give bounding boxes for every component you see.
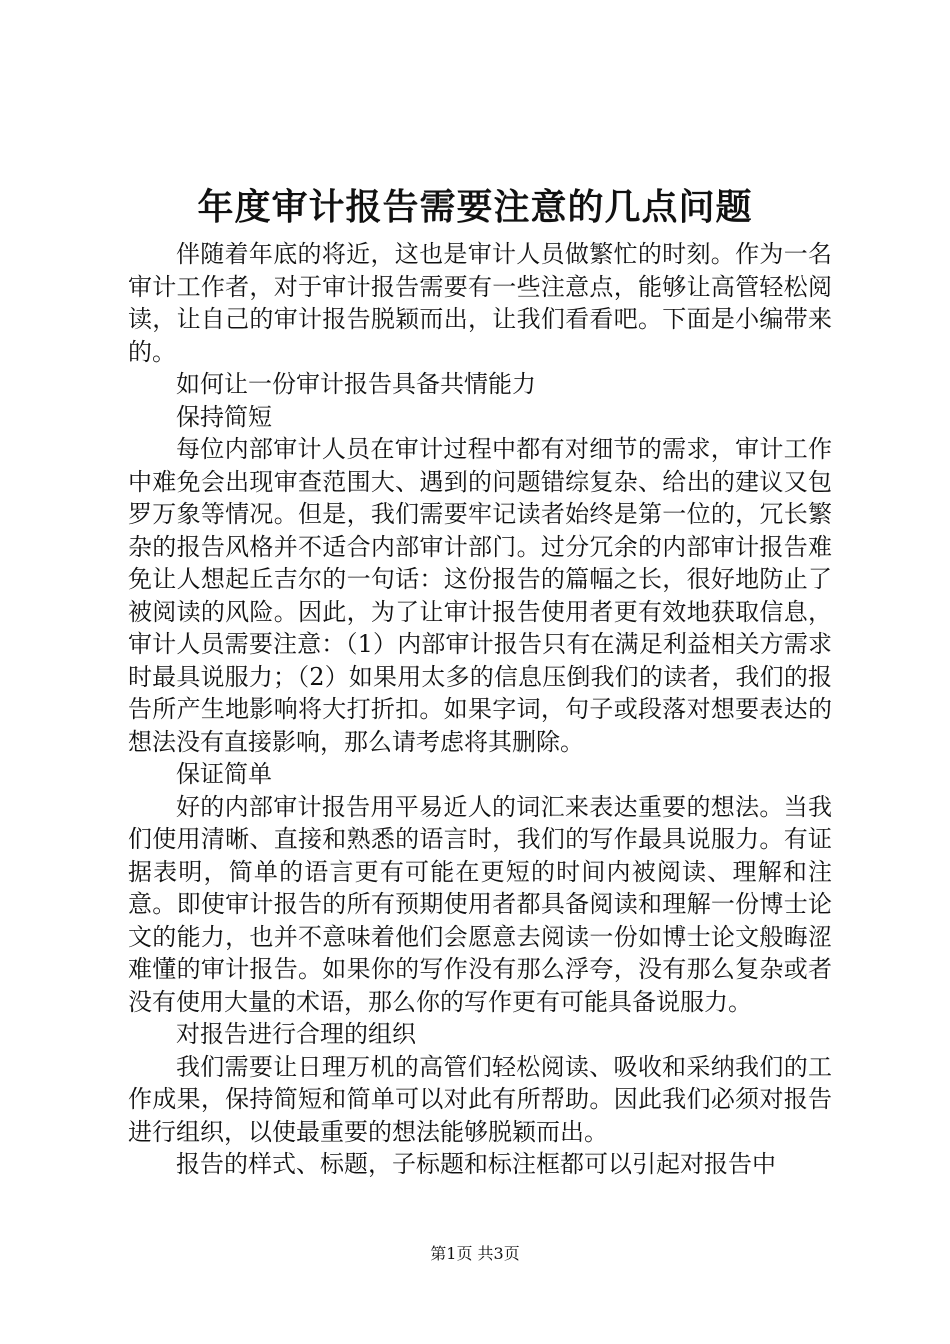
subheading-organize: 对报告进行合理的组织 [176, 1020, 416, 1048]
paragraph-organize: 我们需要让日理万机的高管们轻松阅读、吸收和采纳我们的工作成果，保持简短和简单可以对此有所帮助。因此我们必须对报告进行组织，以使最重要的想法能够脱颖而出。 [128, 1052, 832, 1146]
document-body [128, 238, 832, 1181]
document-title: 年度审计报告需要注意的几点问题 [197, 187, 753, 228]
section-heading-empathy: 如何让一份审计报告具备共情能力 [176, 370, 536, 398]
subheading-keep-short: 保持简短 [176, 402, 272, 431]
paragraph-styles: 报告的样式、标题，子标题和标注框都可以引起对报告中 [176, 1150, 776, 1178]
intro-paragraph: 伴随着年底的将近，这也是审计人员做繁忙的时刻。作为一名审计工作者，对于审计报告需要有一些注意点，能够让高管轻松阅读，让自己的审计报告脱颖而出，让我们看看吧。下面是小编带来的。 [128, 240, 832, 366]
page-footer: 第1页 共3页 [430, 1244, 520, 1263]
paragraph-keep-simple: 好的内部审计报告用平易近人的词汇来表达重要的想法。当我们使用清晰、直接和熟悉的语言时，我们的写作最具说服力。有证据表明，简单的语言更有可能在更短的时间内被阅读、理解和注意。即使审计报告的所有预期使用者都具备阅读和理解一份博士论文的能力，也并不意味着他们会愿意去阅读一份如博士论文般晦涩难懂的审计报告。如果你的写作没有那么浮夸，没有那么复杂或者没有使用大量的术语，那么你的写作更有可能具备说服力。 [128, 792, 832, 1016]
paragraph-keep-short: 每位内部审计人员在审计过程中都有对细节的需求，审计工作中难免会出现审查范围大、遇到的问题错综复杂、给出的建议又包罗万象等情况。但是，我们需要牢记读者始终是第一位的，冗长繁杂的报告风格并不适合内部审计部门。过分冗余的内部审计报告难免让人想起丘吉尔的一句话：这份报告的篇幅之长，很好地防止了被阅读的风险。因此，为了让审计报告使用者更有效地获取信息，审计人员需要注意：（1）内部审计报告只有在满足利益相关方需求时最具说服力；（2）如果用太多的信息压倒我们的读者，我们的报告所产生地影响将大打折扣。如果字词，句子或段落对想要表达的想法没有直接影响，那么请考虑将其删除。 [128, 435, 832, 756]
subheading-keep-simple: 保证简单 [176, 760, 272, 788]
